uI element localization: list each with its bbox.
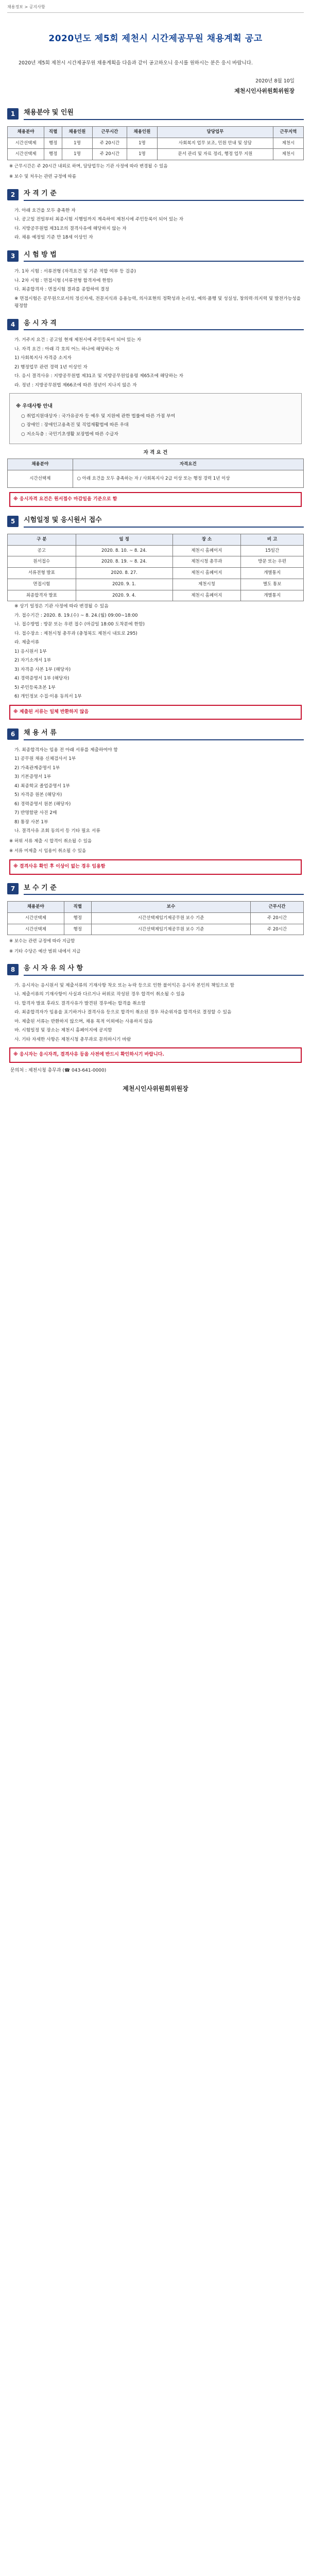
list-item: 가. 거주지 요건 : 공고일 현재 제천시에 주민등록이 되어 있는 자	[14, 337, 142, 343]
list-item: 라. 최종합격자가 임용을 포기하거나 결격사유 등으로 합격이 취소된 경우 차순위자를 합격자로 결정할 수 있음	[14, 1010, 232, 1015]
table-cell: 시간선택제임기제공무원 보수 기준	[91, 912, 250, 924]
table-cell: 행정	[64, 924, 91, 935]
list-item: 5) 주민등록초본 1부	[14, 685, 56, 690]
table-cell: 시간선택제	[8, 470, 73, 488]
table-row	[8, 138, 304, 149]
section-title: 자 격 기 준	[24, 189, 304, 201]
section-recruitment	[7, 108, 304, 180]
list-item: ※ 면접시험은 공무원으로서의 정신자세, 전문지식과 응용능력, 의사표현의 정확성과 논리성, 예의·품행 및 성실성, 창의력·의지력 및 발전가능성을 평정함	[14, 296, 301, 309]
list-item: 1) 사회복지사 자격증 소지자	[14, 355, 72, 361]
table-cell: 제천시 홈페이지	[172, 590, 241, 601]
table-cell: 서류전형 발표	[8, 568, 76, 579]
table-row	[8, 579, 304, 590]
list-item: 나. 접수방법 : 방문 또는 우편 접수 (마감일 18:00 도착분에 한함)	[14, 622, 145, 628]
section-title: 보 수 기 준	[24, 883, 304, 895]
table-header: 자격요건	[73, 459, 304, 470]
list-item: 가. 아래 요건을 모두 충족한 자	[14, 208, 76, 213]
list-item: 다. 지방공무원법 제31조의 결격사유에 해당하지 않는 자	[14, 226, 127, 231]
section-number: 5	[7, 516, 19, 527]
table-title: 자 격 요 건	[143, 450, 168, 456]
table-cell: 시간선택제	[8, 924, 64, 935]
section-qualification	[7, 189, 304, 242]
intro-text: 2020년 제5회 제천시 시간제공무원 채용계획을 다음과 같이 공고하오니 응시를 원하시는 분은 응시 바랍니다.	[19, 60, 253, 66]
section-title: 시험일정 및 응시원서 접수	[24, 515, 304, 528]
table-cell: 주 20시간	[93, 138, 127, 149]
list-item: 7) 반명함판 사진 2매	[14, 810, 57, 816]
table-cell: 개별통지	[241, 568, 304, 579]
table-header: 비 고	[241, 534, 304, 545]
table-cell: 1명	[62, 149, 92, 160]
warning-text: ※ 응시자는 응시자격, 결격사유 등을 사전에 반드시 확인하시기 바랍니다.	[13, 1052, 164, 1058]
list-item: 라. 정년 : 지방공무원법 제66조에 따른 정년이 지나지 않은 자	[14, 382, 137, 388]
section-salary	[7, 883, 304, 956]
table-cell: 별도 통보	[241, 579, 304, 590]
table-cell: 15일간	[241, 545, 304, 556]
box-title: ※ 우대사항 안내	[16, 403, 53, 410]
note: ※ 허위 서류 제출 시 합격이 취소될 수 있음	[9, 838, 92, 844]
table-cell: 2020. 9. 4.	[76, 590, 172, 601]
table-cell: 문서 관리 및 자료 정리, 행정 업무 지원	[157, 149, 273, 160]
list-item: 사. 기타 자세한 사항은 제천시청 총무과로 문의하시기 바람	[14, 1037, 131, 1042]
list-item: 4) 경력증명서 1부 (해당자)	[14, 676, 70, 682]
table-header: 담당업무	[157, 126, 273, 138]
table-row	[8, 924, 304, 935]
list-item: 다. 응시 결격사유 : 지방공무원법 제31조 및 지방공무원임용령 제65조에 해당하는 자	[14, 374, 184, 379]
table-cell: 2020. 8. 19. ~ 8. 24.	[76, 556, 172, 568]
table-cell: 행정	[44, 138, 62, 149]
table-row	[8, 149, 304, 160]
table-header: 근무시간	[251, 902, 304, 913]
table-cell: 2020. 8. 27.	[76, 568, 172, 579]
section-title: 채 용 서 류	[24, 728, 304, 740]
note: ※ 기타 수당은 예산 범위 내에서 지급	[9, 948, 81, 954]
list-item: 가. 접수기간 : 2020. 8. 19.(수) ~ 8. 24.(월) 09:00~18:00	[14, 613, 138, 618]
recruitment-table	[7, 126, 304, 160]
list-item: 바. 시험일정 및 장소는 제천시 홈페이지에 공지함	[14, 1028, 112, 1033]
section-schedule	[7, 515, 304, 720]
list-item: 6) 개인정보 수집·이용 동의서 1부	[14, 694, 82, 700]
list-item: 나. 결격사유 조회 동의서 등 기타 필요 서류	[14, 828, 100, 834]
table-cell: 시간선택제	[8, 149, 44, 160]
list-item: 가. 1차 시험 : 서류전형 (자격요건 및 기준 적합 여부 등 검증)	[14, 269, 136, 275]
table-header: 채용분야	[8, 902, 64, 913]
table-cell: 1명	[127, 138, 157, 149]
list-item: ○ 장애인 : 장애인고용촉진 및 직업재활법에 따른 우대	[21, 422, 129, 428]
list-item: 1) 응시원서 1부	[14, 649, 47, 654]
table-row	[8, 545, 304, 556]
table-row	[8, 568, 304, 579]
section-number: 2	[7, 189, 19, 200]
section-number: 1	[7, 108, 19, 120]
table-cell: 최종합격자 발표	[8, 590, 76, 601]
list-item: 다. 최종합격자 : 면접시험 결과를 종합하여 결정	[14, 287, 109, 293]
table-row	[8, 590, 304, 601]
table-cell: 2020. 9. 1.	[76, 579, 172, 590]
table-cell: 제천시 홈페이지	[172, 545, 241, 556]
table-cell: 사회복지 업무 보조, 민원 안내 및 상담	[157, 138, 273, 149]
table-header: 채용분야	[8, 126, 44, 138]
section-title: 채용분야 및 인원	[24, 108, 304, 120]
list-item: 1) 공무원 채용 신체검사서 1부	[14, 756, 76, 762]
section-number: 6	[7, 728, 19, 740]
section-cautions	[7, 963, 304, 1075]
list-item: ○ 저소득층 : 국민기초생활 보장법에 따른 수급자	[21, 431, 118, 437]
table-header: 일 정	[76, 534, 172, 545]
list-item: 나. 2차 시험 : 면접시험 (서류전형 합격자에 한함)	[14, 278, 113, 283]
notice-date: 2020년 8월 10일	[255, 78, 295, 84]
preference-box	[9, 393, 302, 444]
page-title: 2020년도 제5회 제천시 시간제공무원 채용계획 공고	[48, 33, 263, 44]
contact-info: 문의처 : 제천시청 총무과 (☎ 043-641-0000)	[10, 1067, 107, 1073]
table-cell: 제천시청 총무과	[172, 556, 241, 568]
table-header: 채용인원	[127, 126, 157, 138]
list-item: 2) 자기소개서 1부	[14, 658, 51, 664]
warning-text: ※ 결격사유 확인 후 이상이 없는 경우 임용함	[13, 864, 106, 870]
list-item: 마. 제출된 서류는 반환하지 않으며, 채용 목적 이외에는 사용하지 않음	[14, 1019, 153, 1024]
table-cell: 2020. 8. 10. ~ 8. 24.	[76, 545, 172, 556]
table-cell: 시간선택제	[8, 138, 44, 149]
table-row	[8, 470, 304, 488]
table-cell: 제천시	[273, 149, 303, 160]
table-cell: 방문 또는 우편	[241, 556, 304, 568]
note: ※ 보수는 관련 규정에 따라 지급함	[9, 939, 75, 944]
list-item: 3) 자격증 사본 1부 (해당자)	[14, 667, 71, 672]
table-cell: 원서접수	[8, 556, 76, 568]
list-item: 5) 자격증 원본 (해당자)	[14, 792, 62, 798]
section-number: 8	[7, 964, 19, 975]
list-item: 다. 합격자 발표 후라도 결격사유가 발견된 경우에는 합격을 취소함	[14, 1001, 146, 1006]
list-item: 2) 가족관계증명서 1부	[14, 765, 60, 771]
list-item: 가. 응시자는 응시원서 및 제출서류의 기재사항 착오 또는 누락 등으로 인한 불이익은 응시자 본인의 책임으로 함	[14, 982, 235, 988]
table-cell: 시간선택제임기제공무원 보수 기준	[91, 924, 250, 935]
table-cell: 제천시 홈페이지	[172, 568, 241, 579]
list-item: ○ 취업지원대상자 : 국가유공자 등 예우 및 지원에 관한 법률에 따른 가점 부여	[21, 413, 176, 419]
list-item: 2) 행정업무 관련 경력 1년 이상인 자	[14, 364, 88, 370]
list-item: 가. 최종합격자는 임용 전 아래 서류를 제출하여야 함	[14, 747, 118, 753]
qualification-table	[7, 459, 304, 488]
table-cell: 1명	[62, 138, 92, 149]
footer-org: 제천시인사위원회위원장	[123, 1085, 188, 1093]
table-cell: 제천시청	[172, 579, 241, 590]
list-item: 8) 통장 사본 1부	[14, 819, 48, 825]
table-row	[8, 912, 304, 924]
table-cell: 1명	[127, 149, 157, 160]
section-title: 응 시 자 유 의 사 항	[24, 963, 304, 976]
list-item: 나. 제출서류의 기재사항이 사실과 다르거나 허위로 작성된 경우 합격이 취소될 수 있음	[14, 992, 185, 997]
schedule-table	[7, 534, 304, 602]
table-header: 채용인원	[62, 126, 92, 138]
table-cell: 공고	[8, 545, 76, 556]
table-cell: 행정	[64, 912, 91, 924]
table-header: 근무지역	[273, 126, 303, 138]
table-cell: 주 20시간	[251, 924, 304, 935]
note: ※ 서류 미제출 시 임용이 취소될 수 있음	[9, 849, 87, 854]
list-item: 다. 접수장소 : 제천시청 총무과 (충청북도 제천시 내토로 295)	[14, 631, 137, 636]
section-title: 응 시 자 격	[24, 318, 304, 331]
table-header: 직렬	[64, 902, 91, 913]
section-exam-method	[7, 250, 304, 310]
table-header: 장 소	[172, 534, 241, 545]
section-documents	[7, 728, 304, 874]
section-number: 7	[7, 883, 19, 894]
table-cell: 주 20시간	[251, 912, 304, 924]
list-item: 라. 제출서류	[14, 640, 40, 646]
table-cell: 행정	[44, 149, 62, 160]
table-cell: 개별통지	[241, 590, 304, 601]
list-item: 라. 채용 예정일 기준 만 18세 이상인 자	[14, 235, 93, 241]
table-header: 근무시간	[93, 126, 127, 138]
warning-text: ※ 제출된 서류는 일체 반환하지 않음	[13, 709, 89, 715]
table-cell: ○ 아래 요건을 모두 충족하는 자 / 사회복지사 2급 이상 또는 행정 경력 1년 이상	[73, 470, 304, 488]
list-item: 나. 공고일 전일부터 최종시험 시행일까지 계속하여 제천시에 주민등록이 되어 있는 자	[14, 217, 184, 223]
salary-table	[7, 901, 304, 935]
table-cell: 시간선택제	[8, 912, 64, 924]
list-item: 3) 기본증명서 1부	[14, 774, 51, 780]
table-header: 직렬	[44, 126, 62, 138]
table-cell: 주 20시간	[93, 149, 127, 160]
table-cell: 제천시	[273, 138, 303, 149]
table-header: 채용분야	[8, 459, 73, 470]
warning-text: ※ 응시자격 요건은 원서접수 마감일을 기준으로 함	[13, 496, 117, 502]
section-title: 시 험 방 법	[24, 250, 304, 262]
section-eligibility	[7, 318, 304, 507]
table-cell: 면접시험	[8, 579, 76, 590]
breadcrumb: 채용정보 > 공지사항	[7, 4, 304, 13]
table-header: 구 분	[8, 534, 76, 545]
note: ※ 보수 및 처우는 관련 규정에 따름	[9, 174, 77, 179]
table-row	[8, 556, 304, 568]
list-item: 4) 최종학교 졸업증명서 1부	[14, 783, 70, 789]
list-item: 나. 자격 요건 : 아래 각 호의 어느 하나에 해당하는 자	[14, 346, 119, 352]
section-number: 4	[7, 319, 19, 330]
section-number: 3	[7, 250, 19, 262]
list-item: ※ 상기 일정은 기관 사정에 따라 변경될 수 있음	[14, 604, 109, 609]
issuing-org: 제천시인사위원회위원장	[234, 87, 295, 94]
note: ※ 근무시간은 주 20시간 내외로 하며, 담당업무는 기관 사정에 따라 변경될 수 있음	[9, 164, 168, 170]
table-header: 보수	[91, 902, 250, 913]
list-item: 6) 경력증명서 원본 (해당자)	[14, 801, 71, 807]
